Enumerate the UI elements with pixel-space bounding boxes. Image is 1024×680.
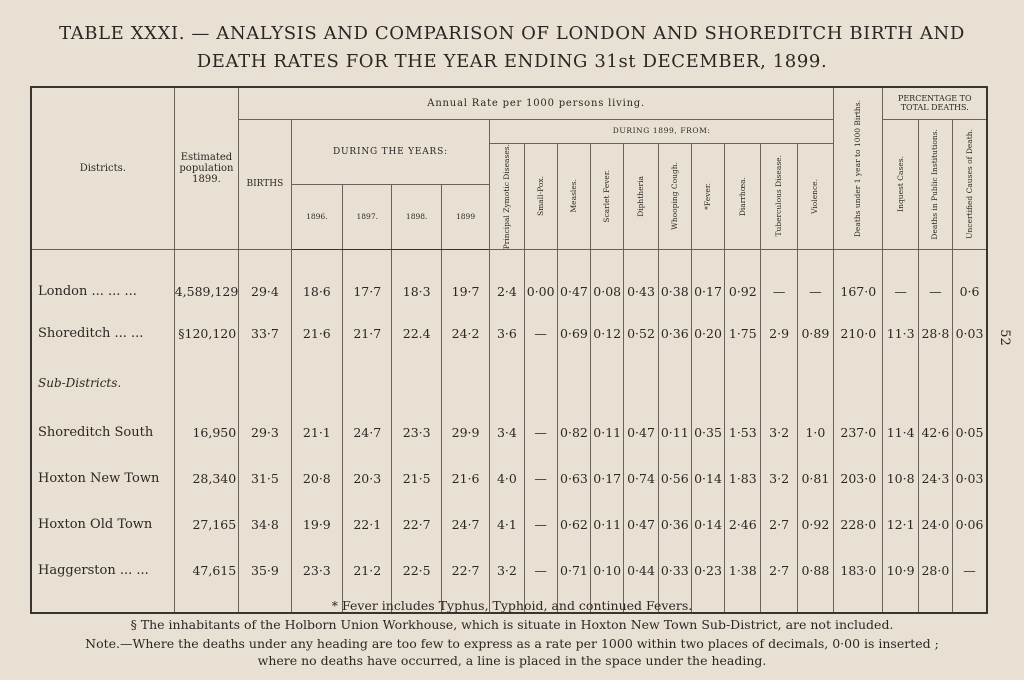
cell-fever: 0·14 (691, 455, 724, 501)
table-row (31, 273, 987, 309)
header-scarlet: Scarlet Fever. (591, 143, 624, 249)
cell-births: 29·4 (239, 273, 291, 309)
cell-y1899: 19·7 (441, 273, 489, 309)
header-population: Estimated population 1899. (174, 87, 239, 249)
cell-diarrhoea: 2·46 (725, 501, 761, 547)
header-infant-deaths: Deaths under 1 year to 1000 Births. (834, 87, 883, 249)
cell-scarlet: 0·10 (591, 547, 624, 593)
cell-zymotic: 4·1 (490, 501, 524, 547)
cell-births: 34·8 (239, 501, 291, 547)
cell-fever: 0·20 (691, 309, 724, 357)
cell-smallpox: — (524, 409, 557, 455)
cell-institutions: — (918, 273, 952, 309)
cell-name: Hoxton New Town (38, 470, 160, 486)
header-births: BIRTHS (239, 119, 291, 249)
cell-diarrhoea: 0·92 (725, 273, 761, 309)
cell-pop: 47,615 (174, 547, 239, 593)
header-year-1897: 1897. (343, 184, 392, 249)
cell-name: London ... ... ... (38, 283, 137, 299)
cell-violence: 0·88 (797, 547, 833, 593)
header-districts: Districts. (31, 87, 174, 249)
cell-violence: 0·89 (797, 309, 833, 357)
cell-diphtheria: 0·47 (624, 409, 658, 455)
cell-violence: 0·81 (797, 455, 833, 501)
cell-inquest: 12·1 (883, 501, 918, 547)
header-smallpox: Small-Pox. (524, 143, 557, 249)
cell-zymotic: 4·0 (490, 455, 524, 501)
title-line-1: TABLE XXXI. — ANALYSIS AND COMPARISON OF LONDON AND SHOREDITCH BIRTH AND (59, 23, 965, 44)
header-diphtheria: Diphtheria (624, 143, 658, 249)
cell-zymotic: 3·4 (490, 409, 524, 455)
cell-violence: 0·92 (797, 501, 833, 547)
cell-y1898: 22·5 (392, 547, 441, 593)
cell-y1899: 24·2 (441, 309, 489, 357)
table-row (31, 309, 987, 357)
sub-districts-label: Sub-Districts. (38, 376, 122, 391)
cell-whooping: 0·33 (658, 547, 691, 593)
table-title (0, 20, 1024, 76)
cell-measles: 0·82 (557, 409, 590, 455)
cell-smallpox: — (524, 501, 557, 547)
cell-diarrhoea: 1·53 (725, 409, 761, 455)
cell-scarlet: 0·12 (591, 309, 624, 357)
cell-tuberculous: 2·7 (761, 501, 797, 547)
cell-scarlet: 0·11 (591, 409, 624, 455)
sub-districts-heading-row (31, 357, 987, 409)
header-percentage: PERCENTAGE TO TOTAL DEATHS. (883, 87, 987, 119)
cell-institutions: 42·6 (918, 409, 952, 455)
cell-fever: 0·35 (691, 409, 724, 455)
cell-tuberculous: 2·9 (761, 309, 797, 357)
cell-zymotic: 3·2 (490, 547, 524, 593)
cell-smallpox: — (524, 309, 557, 357)
cell-pop: 28,340 (174, 455, 239, 501)
cell-uncertified: 0·03 (953, 309, 987, 357)
cell-fever: 0·14 (691, 501, 724, 547)
cell-births: 33·7 (239, 309, 291, 357)
cell-diphtheria: 0·74 (624, 455, 658, 501)
cell-pop: 4,589,129 (174, 273, 239, 309)
table-row (31, 455, 987, 501)
cell-diarrhoea: 1·75 (725, 309, 761, 357)
cell-scarlet: 0·08 (591, 273, 624, 309)
cell-scarlet: 0·11 (591, 501, 624, 547)
cell-measles: 0·69 (557, 309, 590, 357)
cell-y1896: 23·3 (291, 547, 342, 593)
cell-violence: — (797, 273, 833, 309)
header-uncertified: Uncertified Causes of Death. (953, 119, 987, 249)
cell-tuberculous: 3·2 (761, 409, 797, 455)
cell-whooping: 0·36 (658, 501, 691, 547)
cell-diphtheria: 0·52 (624, 309, 658, 357)
cell-y1897: 17·7 (343, 273, 392, 309)
cell-measles: 0·47 (557, 273, 590, 309)
cell-infant: 183·0 (834, 547, 883, 593)
cell-whooping: 0·56 (658, 455, 691, 501)
cell-infant: 210·0 (834, 309, 883, 357)
cell-name: Shoreditch South (38, 424, 154, 440)
rates-table (30, 86, 988, 614)
header-whooping: Whooping Cough. (658, 143, 691, 249)
cell-y1898: 18·3 (392, 273, 441, 309)
cell-whooping: 0·36 (658, 309, 691, 357)
cell-y1898: 21·5 (392, 455, 441, 501)
cell-y1897: 22·1 (343, 501, 392, 547)
cell-pop: 16,950 (174, 409, 239, 455)
cell-measles: 0·62 (557, 501, 590, 547)
cell-uncertified: 0·03 (953, 455, 987, 501)
cell-institutions: 24·0 (918, 501, 952, 547)
cell-inquest: 10·8 (883, 455, 918, 501)
cell-name: Haggerston ... ... (38, 562, 149, 578)
cell-y1899: 22·7 (441, 547, 489, 593)
footnote-fever: * Fever includes Typhus, Typhoid, and continued Fevers. (331, 598, 693, 613)
cell-inquest: — (883, 273, 918, 309)
cell-y1899: 29·9 (441, 409, 489, 455)
cell-uncertified: 0·6 (953, 273, 987, 309)
cell-uncertified: — (953, 547, 987, 593)
header-year-1898: 1898. (392, 184, 441, 249)
footnote-note-line-2: where no deaths have occurred, a line is placed in the space under the heading. (257, 653, 767, 668)
cell-y1899: 21·6 (441, 455, 489, 501)
cell-uncertified: 0·06 (953, 501, 987, 547)
cell-pop: 27,165 (174, 501, 239, 547)
header-during-years: DURING THE YEARS: (291, 119, 490, 184)
cell-measles: 0·63 (557, 455, 590, 501)
cell-diphtheria: 0·47 (624, 501, 658, 547)
table-row (31, 501, 987, 547)
cell-inquest: 11·4 (883, 409, 918, 455)
cell-infant: 228·0 (834, 501, 883, 547)
table-row (31, 547, 987, 593)
cell-tuberculous: 3·2 (761, 455, 797, 501)
cell-whooping: 0·38 (658, 273, 691, 309)
cell-y1898: 22·7 (392, 501, 441, 547)
cell-uncertified: 0·05 (953, 409, 987, 455)
cell-y1897: 21·7 (343, 309, 392, 357)
footnote-note-line-1: Note.—Where the deaths under any heading are too few to express as a rate per 1000 within two places of decimals, 0·00 is inserted ; (85, 636, 939, 651)
cell-diphtheria: 0·43 (624, 273, 658, 309)
cell-y1896: 18·6 (291, 273, 342, 309)
cell-y1896: 21·1 (291, 409, 342, 455)
cell-name: Shoreditch ... ... (38, 325, 144, 341)
cell-births: 29·3 (239, 409, 291, 455)
cell-name: Hoxton Old Town (38, 516, 153, 532)
cell-tuberculous: 2·7 (761, 547, 797, 593)
cell-y1896: 21·6 (291, 309, 342, 357)
cell-pop: §120,120 (174, 309, 239, 357)
cell-smallpox: — (524, 455, 557, 501)
header-inquest: Inquest Cases. (883, 119, 918, 249)
cell-infant: 203·0 (834, 455, 883, 501)
header-diarrhoea: Diarrhœa. (725, 143, 761, 249)
cell-y1896: 19·9 (291, 501, 342, 547)
title-line-2: DEATH RATES FOR THE YEAR ENDING 31st DECEMBER, 1899. (196, 51, 828, 72)
header-annual-rate: Annual Rate per 1000 persons living. (239, 87, 834, 119)
cell-births: 31·5 (239, 455, 291, 501)
cell-fever: 0·23 (691, 547, 724, 593)
cell-births: 35·9 (239, 547, 291, 593)
header-fever: *Fever. (691, 143, 724, 249)
cell-diarrhoea: 1·38 (725, 547, 761, 593)
cell-diphtheria: 0·44 (624, 547, 658, 593)
header-institutions: Deaths in Public Institutions. (918, 119, 952, 249)
cell-tuberculous: — (761, 273, 797, 309)
cell-whooping: 0·11 (658, 409, 691, 455)
cell-inquest: 11·3 (883, 309, 918, 357)
header-violence: Violence. (797, 143, 833, 249)
cell-institutions: 28·8 (918, 309, 952, 357)
cell-institutions: 28·0 (918, 547, 952, 593)
cell-y1899: 24·7 (441, 501, 489, 547)
cell-zymotic: 3·6 (490, 309, 524, 357)
cell-measles: 0·71 (557, 547, 590, 593)
header-measles: Measles. (557, 143, 590, 249)
cell-diarrhoea: 1·83 (725, 455, 761, 501)
cell-violence: 1·0 (797, 409, 833, 455)
cell-y1898: 22.4 (392, 309, 441, 357)
header-year-1899: 1899 (441, 184, 489, 249)
cell-y1897: 21·2 (343, 547, 392, 593)
cell-infant: 237·0 (834, 409, 883, 455)
cell-scarlet: 0·17 (591, 455, 624, 501)
cell-institutions: 24·3 (918, 455, 952, 501)
cell-zymotic: 2·4 (490, 273, 524, 309)
cell-infant: 167·0 (834, 273, 883, 309)
table-row (31, 409, 987, 455)
header-tuberculous: Tuberculous Disease. (761, 143, 797, 249)
page-number: 52 (996, 329, 1012, 346)
header-during-1899: DURING 1899, FROM: (490, 119, 834, 143)
cell-y1897: 24·7 (343, 409, 392, 455)
cell-smallpox: 0·00 (524, 273, 557, 309)
cell-y1897: 20·3 (343, 455, 392, 501)
header-zymotic: Principal Zymotic Diseases. (490, 143, 524, 249)
cell-y1898: 23·3 (392, 409, 441, 455)
cell-fever: 0·17 (691, 273, 724, 309)
cell-y1896: 20·8 (291, 455, 342, 501)
header-year-1896: 1896. (291, 184, 342, 249)
footnote-workhouse: § The inhabitants of the Holborn Union Workhouse, which is situate in Hoxton New Town Sub-District, are not included. (130, 617, 894, 632)
cell-smallpox: — (524, 547, 557, 593)
cell-inquest: 10·9 (883, 547, 918, 593)
